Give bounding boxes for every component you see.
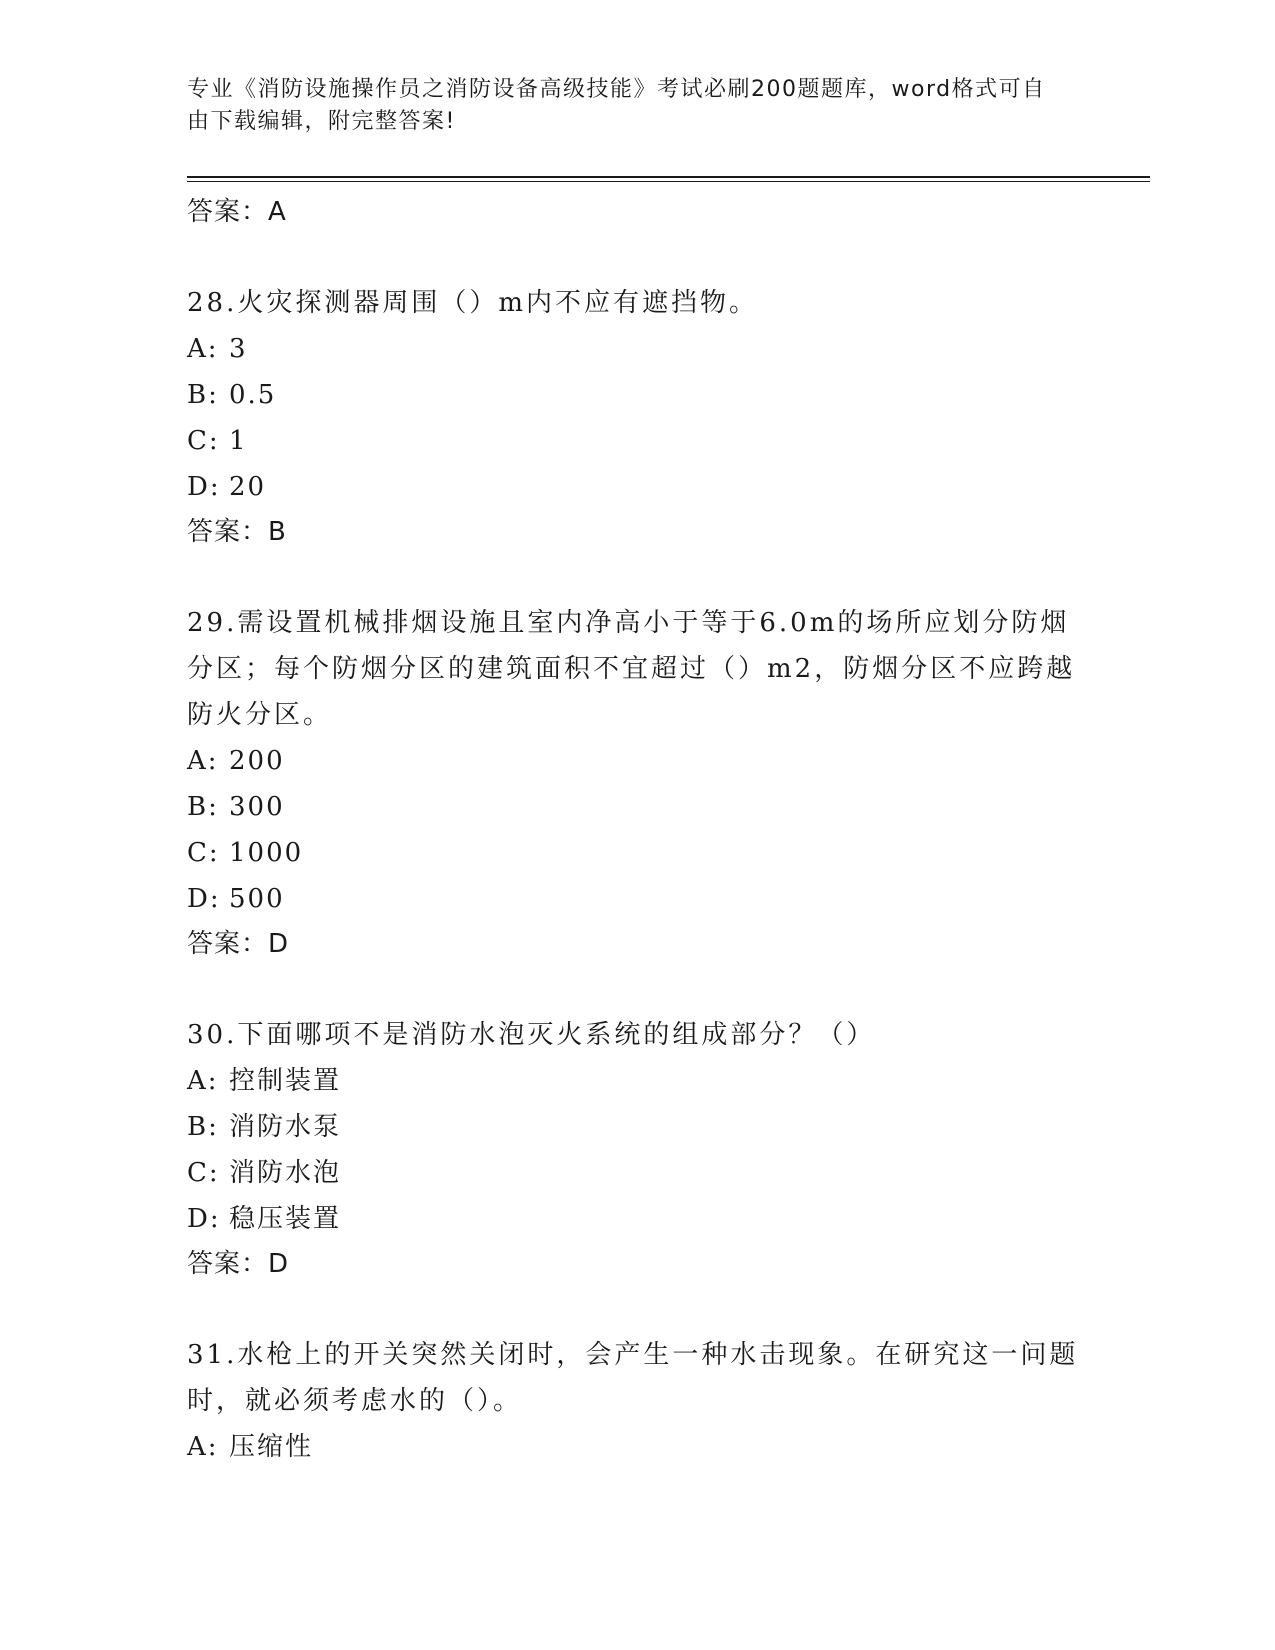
option-text: 0.5 (229, 380, 277, 410)
answer-line: 答案：A (187, 197, 287, 227)
option-b (187, 1104, 1087, 1150)
option-text: 200 (229, 746, 285, 776)
question-block (187, 600, 1087, 966)
option-b (187, 784, 1087, 830)
option-c (187, 418, 1087, 464)
option-text: 消防水泡 (229, 1158, 342, 1188)
option-letter: C: (187, 426, 220, 456)
option-letter: D: (187, 1204, 221, 1234)
option-letter: D: (187, 884, 221, 914)
option-a (187, 326, 1087, 372)
option-b (187, 372, 1087, 418)
header-rule (187, 176, 1150, 178)
question-block (187, 280, 1087, 554)
question-list (187, 190, 1087, 1470)
option-letter: B: (187, 1112, 219, 1142)
option-c (187, 1150, 1087, 1196)
option-text: 1000 (229, 838, 304, 868)
option-letter: A: (187, 1066, 219, 1096)
option-letter: A: (187, 746, 219, 776)
option-letter: B: (187, 792, 219, 822)
option-letter: D: (187, 472, 221, 502)
option-d (187, 464, 1087, 510)
option-text: 稳压装置 (229, 1204, 342, 1234)
option-letter: A: (187, 334, 219, 364)
answer-line: 答案：D (187, 1249, 290, 1279)
option-text: 300 (229, 792, 285, 822)
option-text: 20 (229, 472, 267, 502)
option-text: 1 (229, 426, 248, 456)
option-a (187, 738, 1087, 784)
option-text: 500 (229, 884, 285, 914)
option-letter: B: (187, 380, 219, 410)
answer-line: 答案：D (187, 929, 290, 959)
question-block (187, 1012, 1087, 1286)
option-text: 消防水泵 (229, 1112, 342, 1142)
option-a (187, 1058, 1087, 1104)
question-block (187, 1332, 1087, 1470)
option-text: 3 (229, 334, 248, 364)
option-letter: C: (187, 838, 220, 868)
question-stem: 28.火灾探测器周围（）m内不应有遮挡物。 (187, 288, 759, 318)
question-stem: 30.下面哪项不是消防水泡灭火系统的组成部分？（） (187, 1020, 876, 1050)
option-c (187, 830, 1087, 876)
option-a (187, 1424, 1087, 1470)
option-letter: A: (187, 1432, 219, 1462)
document-header: 专业《消防设施操作员之消防设备高级技能》考试必刷200题题库，word格式可自由下载编辑，附完整答案! (187, 77, 1046, 134)
option-d (187, 876, 1087, 922)
question-stem: 29.需设置机械排烟设施且室内净高小于等于6.0m的场所应划分防烟分区；每个防烟分区的建筑面积不宜超过（）m2，防烟分区不应跨越防火分区。 (187, 608, 1076, 730)
option-d (187, 1196, 1087, 1242)
header-rule-thin (187, 181, 1150, 182)
question-stem: 31.水枪上的开关突然关闭时，会产生一种水击现象。在研究这一问题时，就必须考虑水的（）。 (187, 1340, 1079, 1416)
option-text: 控制装置 (229, 1066, 342, 1096)
option-text: 压缩性 (229, 1432, 314, 1462)
option-letter: C: (187, 1158, 220, 1188)
answer-line: 答案：B (187, 517, 287, 547)
